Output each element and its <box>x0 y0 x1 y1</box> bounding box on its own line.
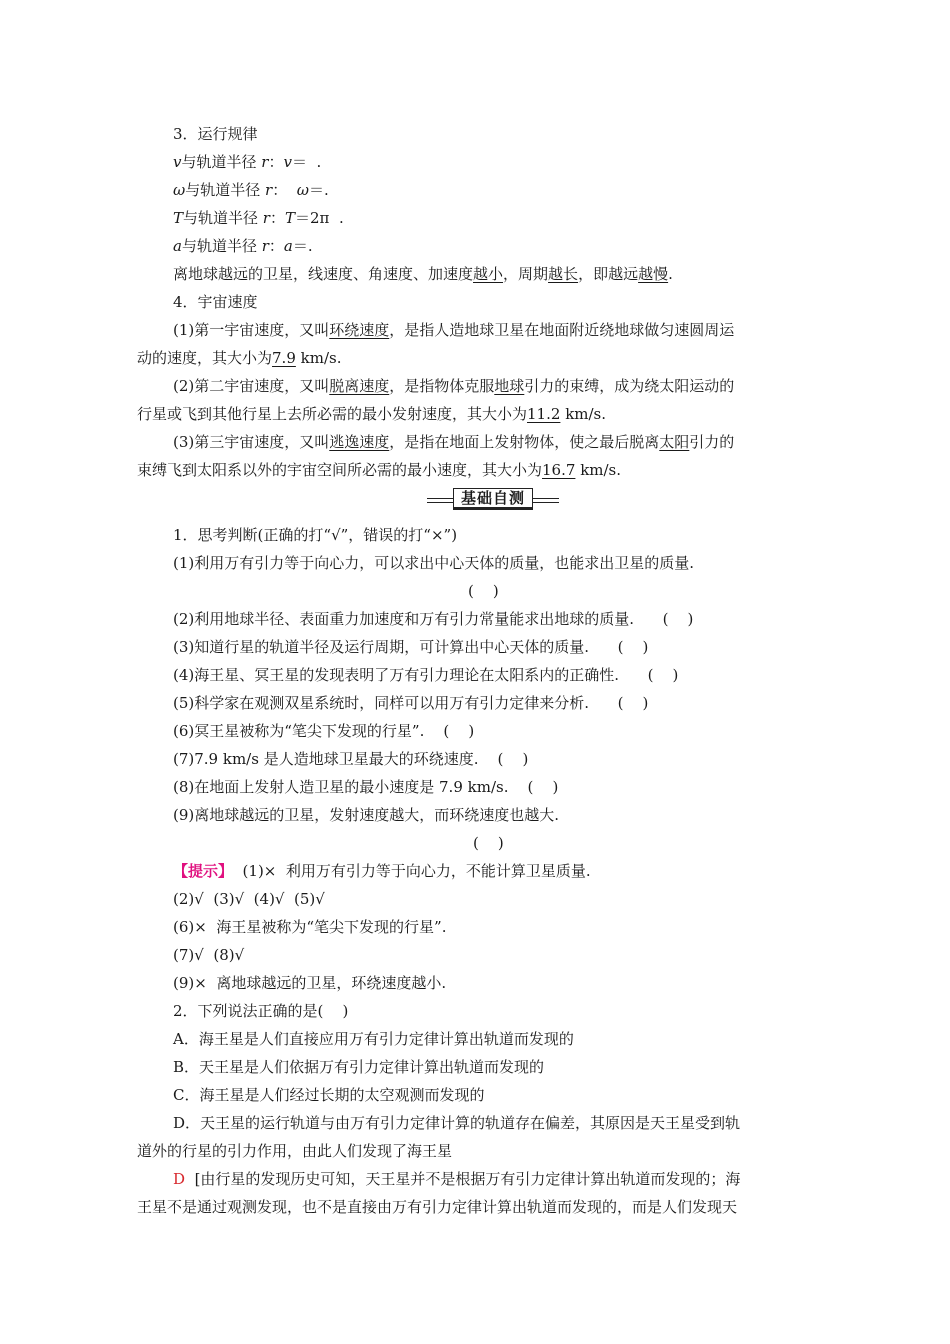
text: ，是指在地面上发射物体，使之最后脱离 <box>389 433 660 451</box>
answer-line <box>173 1169 740 1189</box>
answer-underline: 脱离速度 <box>329 377 390 395</box>
answer-blank: ( ) <box>473 834 504 852</box>
text: 行星或飞到其他行星上去所必需的最小发射速度，其大小为 <box>137 405 528 423</box>
answer-underline: 环绕速度 <box>329 321 390 339</box>
text: km/s. <box>575 461 622 479</box>
judgement-item: (7)7.9 km/s 是人造地球卫星最大的环绕速度. ( ) <box>173 750 529 768</box>
var-v: v <box>173 153 182 171</box>
hint-line: (6)× 海王星被称为“笔尖下发现的行星”. <box>173 918 447 936</box>
text: km/s. <box>295 349 342 367</box>
banner-left-rule <box>427 498 453 503</box>
var-T: T <box>173 209 184 227</box>
text: 与轨道半径 <box>185 181 266 199</box>
section-banner <box>427 488 559 510</box>
answer-underline: 7.9 <box>272 349 296 367</box>
T-rule-line <box>173 208 344 228</box>
answer-letter: D <box>173 1170 186 1188</box>
judgement-item: (2)利用地球半径、表面重力加速度和万有引力常量能求出地球的质量. ( ) <box>173 610 694 628</box>
banner-right-rule <box>533 498 559 503</box>
answer-explanation: [由行星的发现历史可知，天王星并不是根据万有引力定律计算出轨道而发现的；海 <box>185 1170 741 1188</box>
answer-underline: 地球 <box>494 377 525 395</box>
text: 引力的束缚，成为绕太阳运动的 <box>524 377 735 395</box>
text: ，是指物体克服 <box>389 377 495 395</box>
option-c: C．海王星是人们经过长期的太空观测而发现的 <box>173 1086 485 1104</box>
a-rule-line <box>173 236 313 256</box>
text: ＝. <box>292 237 313 255</box>
option-a: A．海王星是人们直接应用万有引力定律计算出轨道而发现的 <box>173 1030 574 1048</box>
text: ： <box>269 209 285 227</box>
hint-text: (1)× 利用万有引力等于向心力，不能计算卫星质量. <box>233 862 591 880</box>
judgement-item: (3)知道行星的轨道半径及运行周期，可计算出中心天体的质量. ( ) <box>173 638 649 656</box>
var-r: r <box>261 237 269 255</box>
var-r: r <box>265 181 273 199</box>
answer-blank: ( ) <box>468 582 499 600</box>
text: 离地球越远的卫星，线速度、角速度、加速度 <box>173 265 474 283</box>
hint-line: (2)√ (3)√ (4)√ (5)√ <box>173 890 325 908</box>
hint-line: (9)× 离地球越远的卫星，环绕速度越小. <box>173 974 447 992</box>
text: ，即越远 <box>578 265 639 283</box>
answer-underline: 太阳 <box>659 433 690 451</box>
var-r: r <box>262 209 270 227</box>
section-heading: 4．宇宙速度 <box>173 293 258 311</box>
banner-title: 基础自测 <box>453 488 533 510</box>
text: (1)第一宇宙速度，又叫 <box>173 321 330 339</box>
text: ： <box>272 181 297 199</box>
paragraph-line <box>173 320 734 340</box>
answer-underline: 16.7 <box>542 461 576 479</box>
text: ＝2π . <box>295 209 344 227</box>
var-omega: ω <box>173 181 186 199</box>
option-b: B．天王星是人们依据万有引力定律计算出轨道而发现的 <box>173 1058 545 1076</box>
text: 与轨道半径 <box>181 153 262 171</box>
question-heading: 1．思考判断(正确的打“√”，错误的打“×”) <box>173 526 458 544</box>
hint-line: (7)√ (8)√ <box>173 946 245 964</box>
text: 与轨道半径 <box>183 209 263 227</box>
section-heading: 3．运行规律 <box>173 125 258 143</box>
paragraph-line <box>173 376 734 396</box>
option-d: D．天王星的运行轨道与由万有引力定律计算的轨道存在偏差，其原因是天王星受到轨 <box>173 1114 741 1132</box>
judgement-item: (6)冥王星被称为“笔尖下发现的行星”. ( ) <box>173 722 475 740</box>
answer-underline: 越慢 <box>638 265 669 283</box>
var-r: r <box>261 153 269 171</box>
text: ，周期 <box>503 265 549 283</box>
judgement-item: (8)在地面上发射人造卫星的最小速度是 7.9 km/s. ( ) <box>173 778 559 796</box>
var-a: a <box>173 237 182 255</box>
var-T: T <box>284 209 295 227</box>
text: 束缚飞到太阳系以外的宇宙空间所必需的最小速度，其大小为 <box>137 461 543 479</box>
text: (3)第三宇宙速度，又叫 <box>173 433 330 451</box>
hint-line <box>173 861 591 881</box>
summary-line <box>173 264 673 284</box>
v-rule-line <box>173 152 321 172</box>
hint-label: 【提示】 <box>173 862 234 880</box>
answer-underline: 越长 <box>548 265 579 283</box>
var-v: v <box>283 153 292 171</box>
var-omega: ω <box>296 181 309 199</box>
text: km/s. <box>560 405 607 423</box>
option-d-continued: 道外的行星的引力作用，由此人们发现了海王星 <box>137 1142 453 1160</box>
judgement-item: (5)科学家在观测双星系统时，同样可以用万有引力定律来分析. ( ) <box>173 694 649 712</box>
text: ： <box>268 153 284 171</box>
text: ： <box>268 237 284 255</box>
judgement-item: (9)离地球越远的卫星，发射速度越大，而环绕速度也越大. <box>173 806 560 824</box>
text: (2)第二宇宙速度，又叫 <box>173 377 330 395</box>
answer-underline: 越小 <box>473 265 504 283</box>
paragraph-line <box>137 460 621 480</box>
answer-underline: 11.2 <box>527 405 561 423</box>
answer-underline: 逃逸速度 <box>329 433 390 451</box>
text: ，是指人造地球卫星在地面附近绕地球做匀速圆周运 <box>389 321 735 339</box>
question-heading: 2．下列说法正确的是( ) <box>173 1002 349 1020</box>
text: . <box>668 265 673 283</box>
paragraph-line <box>137 404 606 424</box>
answer-line: 王星不是通过观测发现，也不是直接由万有引力定律计算出轨道而发现的，而是人们发现天 <box>137 1198 738 1216</box>
omega-rule-line <box>173 180 329 200</box>
judgement-item: (1)利用万有引力等于向心力，可以求出中心天体的质量，也能求出卫星的质量. <box>173 554 695 572</box>
paragraph-line <box>137 348 341 368</box>
text: ＝ . <box>291 153 322 171</box>
text: 动的速度，其大小为 <box>137 349 273 367</box>
text: ＝. <box>308 181 329 199</box>
text: 与轨道半径 <box>181 237 262 255</box>
judgement-item: (4)海王星、冥王星的发现表明了万有引力理论在太阳系内的正确性. ( ) <box>173 666 679 684</box>
text: 引力的 <box>689 433 735 451</box>
paragraph-line <box>173 432 734 452</box>
var-a: a <box>283 237 293 255</box>
